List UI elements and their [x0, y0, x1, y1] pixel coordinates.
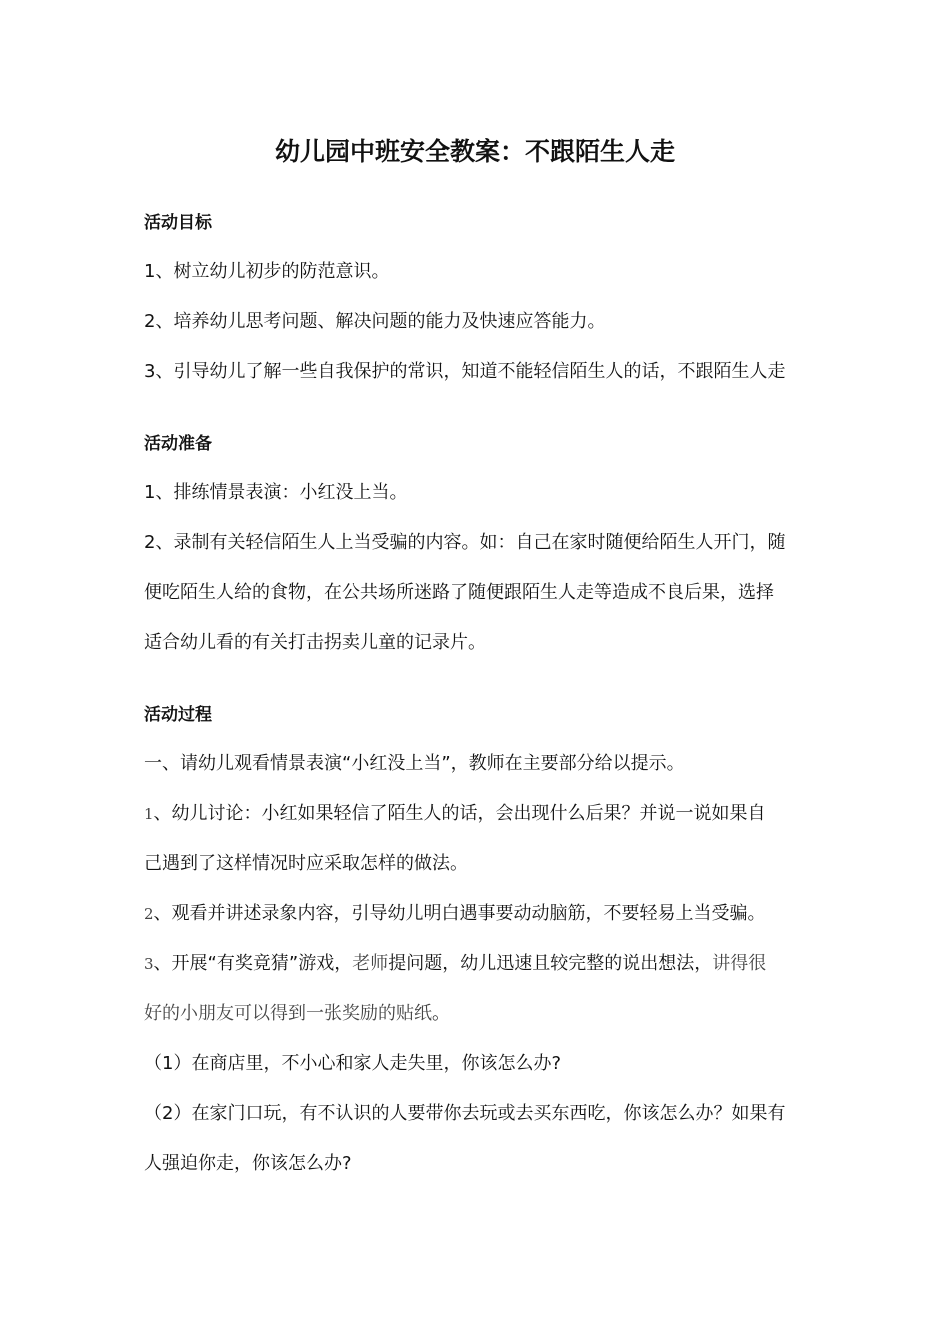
prep-item-2-line-1: 2、录制有关轻信陌生人上当受骗的内容。如：自己在家时随便给陌生人开门，随: [144, 532, 786, 553]
prep-item-1: 1、排练情景表演：小红没上当。: [144, 482, 408, 503]
step-text-serif: 讲得很: [712, 953, 767, 974]
question-2-line-2: 人强迫你走，你该怎么办?: [144, 1153, 352, 1174]
process-intro: 一、请幼儿观看情景表演“小红没上当”，教师在主要部分给以提示。: [144, 753, 685, 774]
section-heading-goals: 活动目标: [144, 213, 212, 233]
prep-item-2-line-2: 便吃陌生人给的食物，在公共场所迷路了随便跟陌生人走等造成不良后果，选择: [144, 582, 774, 603]
step-text: 、开展“有奖竟猜”游戏，: [153, 953, 353, 974]
step-text: 。: [432, 1003, 450, 1024]
process-step-1-line-2: 己遇到了这样情况时应采取怎样的做法。: [144, 853, 468, 874]
question-2-line-1: （2）在家门口玩，有不认识的人要带你去玩或去买东西吃，你该怎么办？如果有: [144, 1103, 786, 1124]
step-text-serif: 老师: [352, 953, 389, 974]
goal-item-3: 3、引导幼儿了解一些自我保护的常识，知道不能轻信陌生人的话，不跟陌生人走: [144, 361, 786, 382]
process-step-1-line-1: [144, 801, 766, 827]
step-text: 、幼儿讨论：小红如果轻信了陌生人的话，会出现什么后果？并说一说如果自: [153, 803, 766, 824]
section-heading-process: 活动过程: [144, 705, 212, 725]
process-step-3-line-2: [144, 1001, 450, 1027]
process-step-3-line-1: [144, 951, 766, 977]
step-number: 2: [144, 905, 154, 923]
question-1: （1）在商店里，不小心和家人走失里，你该怎么办?: [144, 1053, 562, 1074]
step-text: 、观看并讲述录象内容，引导幼儿明白遇事要动动脑筋，不要轻易上当受骗。: [153, 903, 766, 924]
step-text: 提问题，幼儿迅速且较完整的说出想法，: [388, 953, 713, 974]
goal-item-2: 2、培养幼儿思考问题、解决问题的能力及快速应答能力。: [144, 311, 606, 332]
step-text-serif: 好的小朋友可以得到一张奖励的贴纸: [144, 1003, 432, 1024]
section-heading-preparation: 活动准备: [144, 434, 212, 454]
step-number: 3: [144, 955, 154, 973]
goal-item-1: 1、树立幼儿初步的防范意识。: [144, 261, 390, 282]
step-number: 1: [144, 805, 154, 823]
document-title: 幼儿园中班安全教案：不跟陌生人走: [274, 137, 675, 166]
prep-item-2-line-3: 适合幼儿看的有关打击拐卖儿童的记录片。: [144, 632, 486, 653]
process-step-2: [144, 901, 766, 927]
